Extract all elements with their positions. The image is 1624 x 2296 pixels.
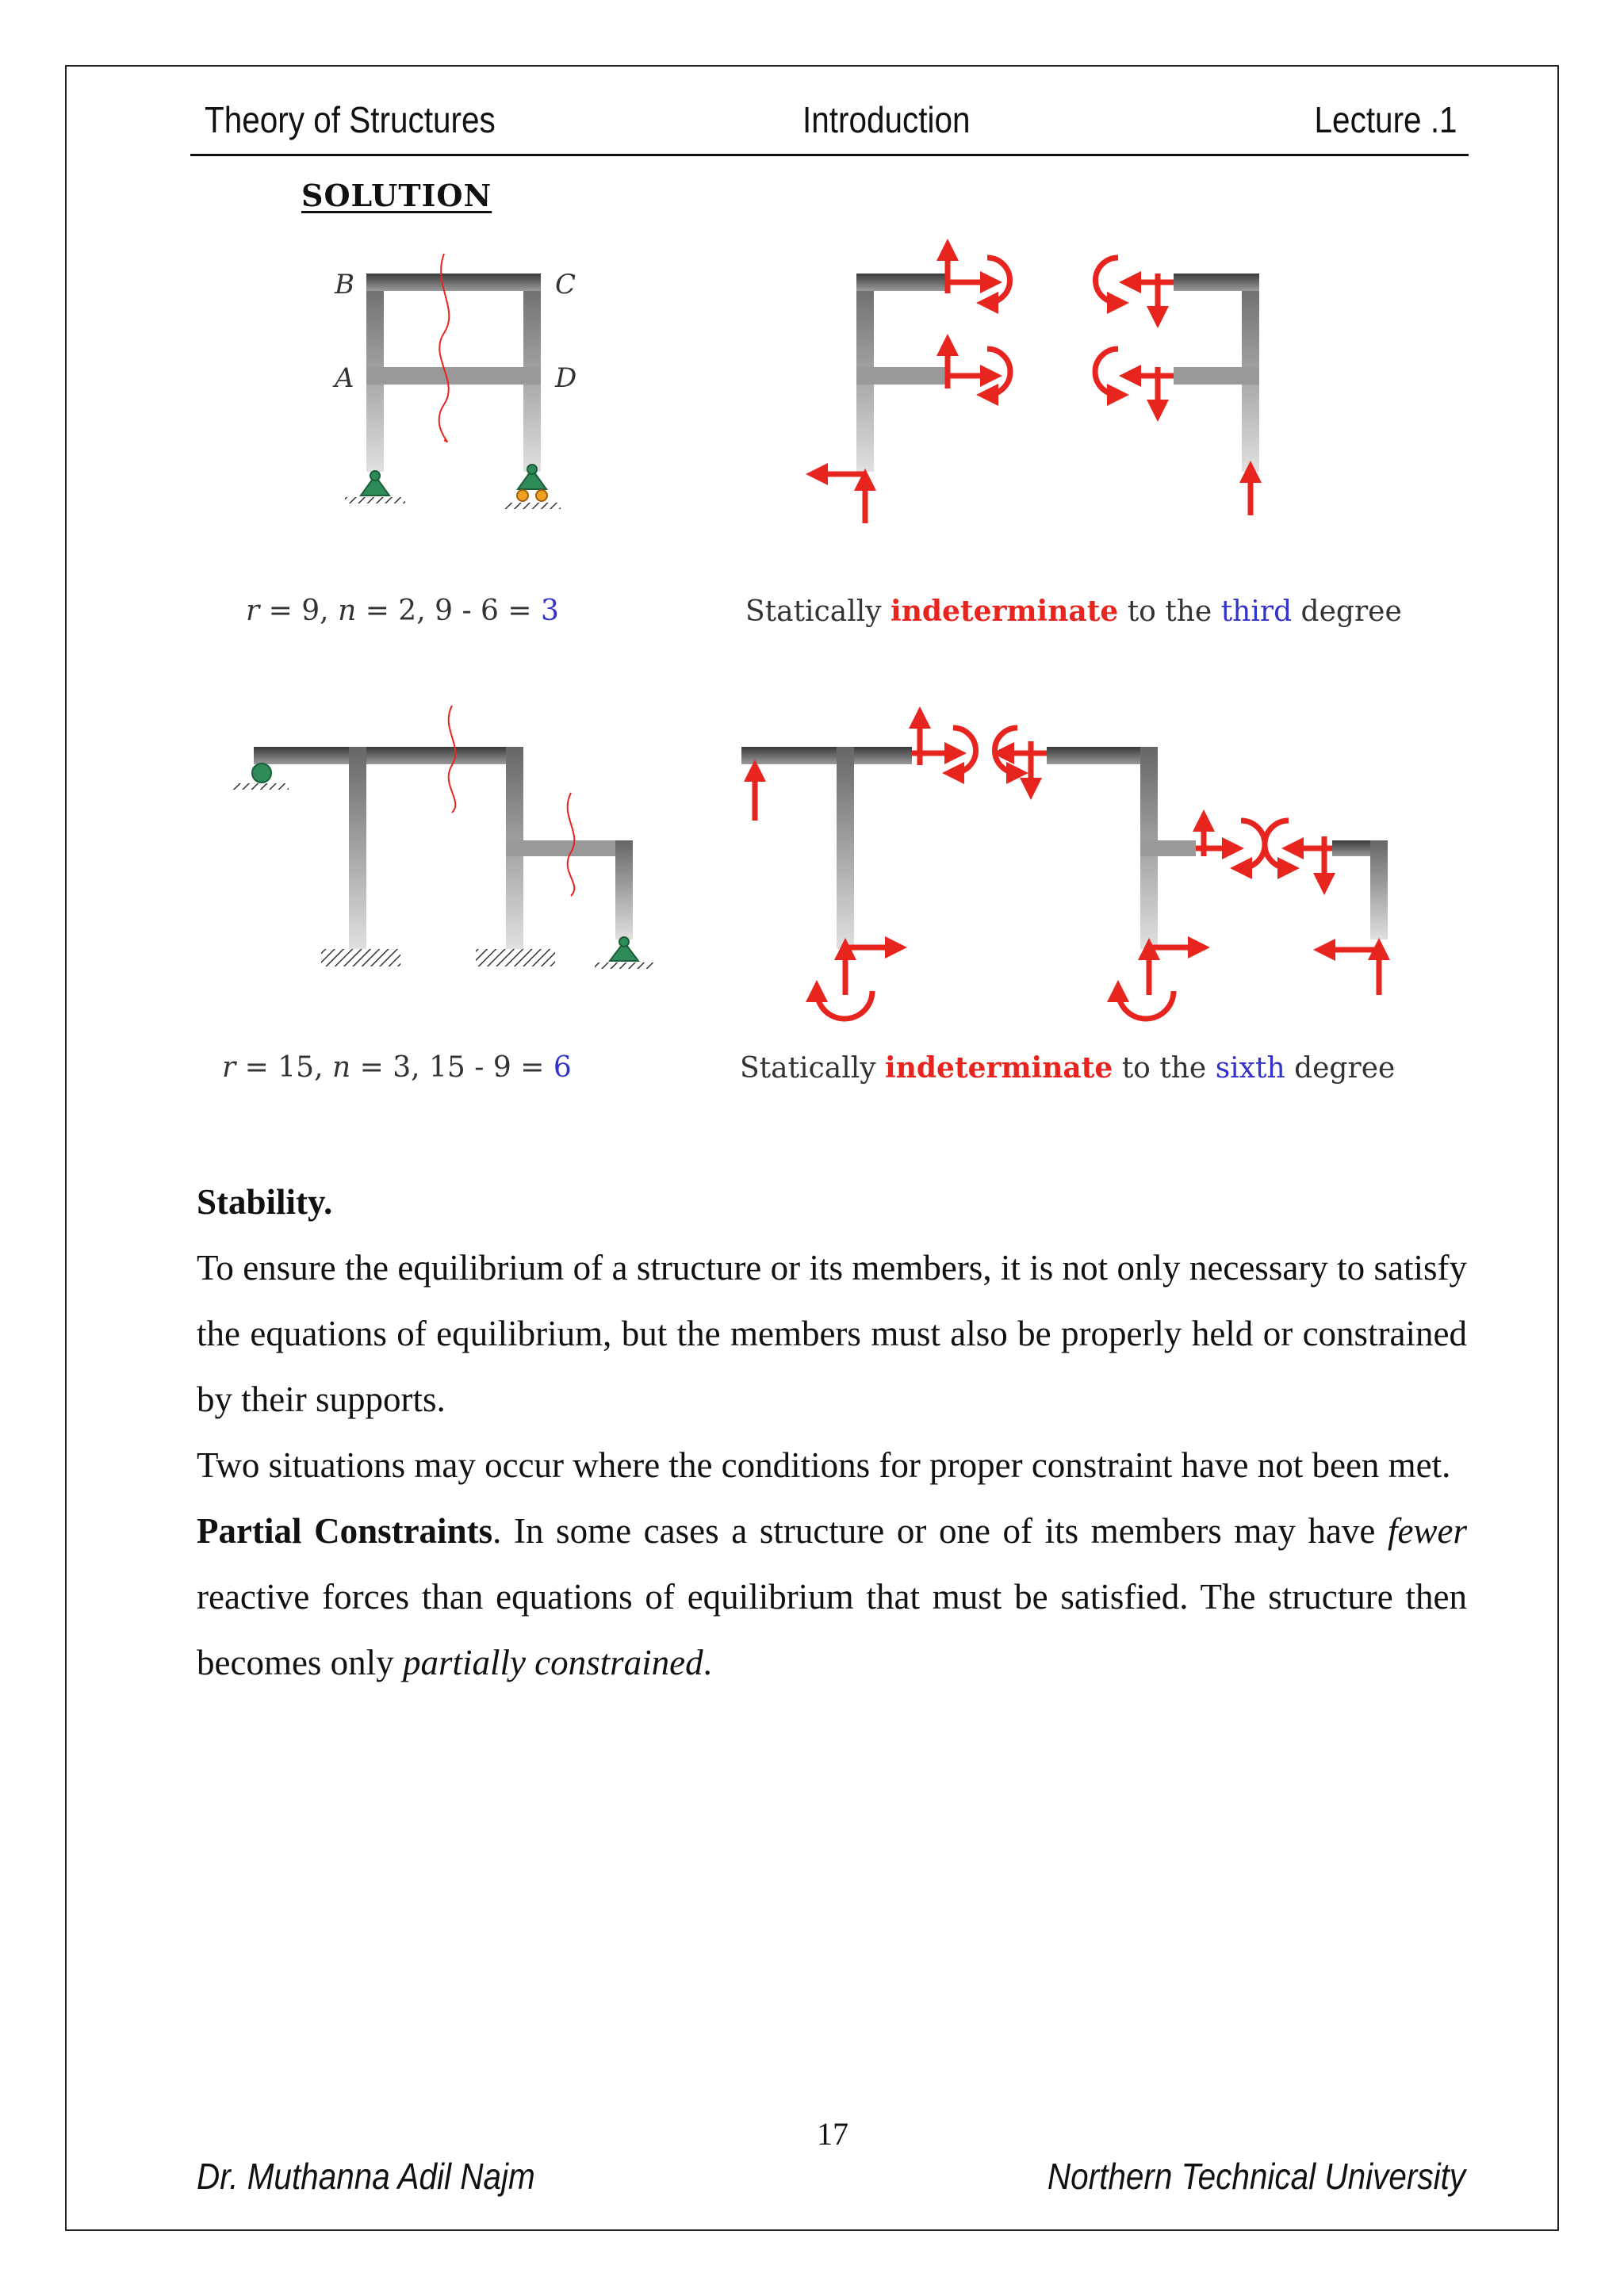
paragraph-text: reactive forces than equations of equilibrium that must be satisfied. The structure then becomes only	[197, 1577, 1467, 1682]
variable-n: n	[331, 1051, 351, 1084]
page-number: 17	[817, 2116, 848, 2152]
caption-degree: sixth	[1215, 1052, 1285, 1085]
equation-text: = 3, 15 - 9 =	[350, 1051, 553, 1084]
footer-institution: Northern Technical University	[1047, 2156, 1465, 2197]
roller-support-icon	[504, 465, 561, 509]
beam-top	[366, 274, 541, 291]
stability-paragraph-1: To ensure the equilibrium of a structure or its members, it is not only necessary to satisfy the equations of equilibrium, but the members must also be properly held or constrained by their supports.	[197, 1248, 1467, 1419]
equation-fig2	[222, 1051, 572, 1084]
solution-heading: SOLUTION	[301, 178, 492, 213]
caption-text: Statically	[745, 595, 891, 628]
header-lecture: Lecture .1	[1314, 99, 1457, 140]
emphasis-text: partially constrained	[402, 1643, 703, 1682]
pin-support-icon	[595, 937, 655, 969]
left-pin-support-icon	[232, 763, 289, 790]
stability-section	[197, 1169, 1467, 1696]
variable-r: r	[222, 1051, 236, 1084]
header-section: Introduction	[802, 99, 971, 140]
emphasis-text: fewer	[1388, 1511, 1467, 1551]
variable-r: r	[246, 595, 260, 627]
equation-text: = 2, 9 - 6 =	[356, 595, 542, 627]
caption-text: degree	[1285, 1052, 1396, 1085]
equation-text: = 9,	[259, 595, 339, 627]
caption-text: Statically	[740, 1052, 886, 1085]
equation-text: = 15,	[236, 1051, 332, 1084]
partial-constraints-heading: Partial Constraints	[197, 1511, 493, 1551]
multibay-free-body-diagram	[741, 718, 1388, 1019]
caption-text: to the	[1113, 1052, 1216, 1085]
frame-abcd-free-body-diagram	[817, 250, 1259, 523]
stability-paragraph-2: Two situations may occur where the conditions for proper constraint have not been met.	[197, 1445, 1451, 1485]
stability-heading: Stability.	[197, 1182, 333, 1222]
frame-abcd-diagram	[332, 254, 576, 509]
joint-label-d: D	[555, 362, 577, 394]
header-course-title: Theory of Structures	[205, 99, 496, 140]
multibay-frame-diagram	[232, 706, 655, 969]
partial-constraints-paragraph	[197, 1498, 1467, 1696]
beam-middle	[366, 367, 541, 385]
caption-text: degree	[1292, 595, 1402, 628]
caption-fig2	[740, 1051, 1395, 1085]
caption-degree: third	[1220, 595, 1293, 628]
equation-result: 3	[541, 595, 559, 627]
joint-label-a: A	[335, 362, 354, 394]
footer-author: Dr. Muthanna Adil Najm	[197, 2156, 535, 2197]
joint-label-c: C	[555, 269, 576, 300]
equation-fig1	[246, 595, 559, 627]
variable-n: n	[338, 595, 357, 627]
joint-label-b: B	[335, 269, 354, 300]
caption-fig1	[745, 595, 1402, 628]
paragraph-text: . In some cases a structure or one of its members may have	[492, 1511, 1388, 1551]
fixed-support-icon	[321, 949, 400, 966]
pin-support-icon	[345, 471, 405, 503]
fixed-support-icon	[476, 949, 555, 966]
paragraph-text: .	[703, 1643, 712, 1682]
equation-result: 6	[553, 1051, 572, 1084]
caption-keyword: indeterminate	[891, 595, 1119, 628]
caption-keyword: indeterminate	[885, 1051, 1113, 1085]
caption-text: to the	[1118, 595, 1221, 628]
